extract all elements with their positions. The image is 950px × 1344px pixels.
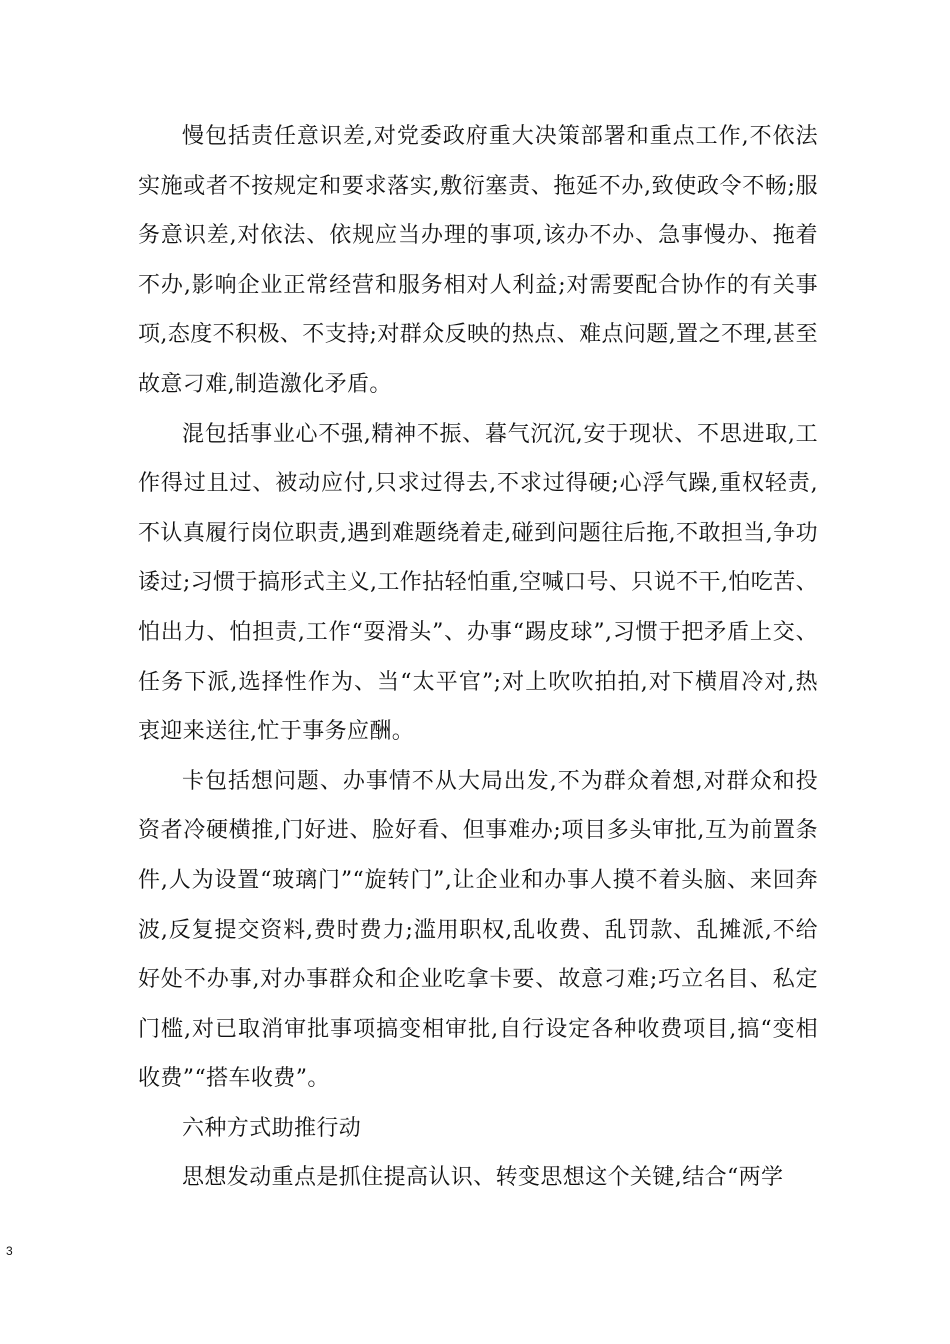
page-number: 3 [6,1244,13,1258]
paragraph-obstruct: 卡包括想问题、办事情不从大局出发,不为群众着想,对群众和投资者冷硬横推,门好进、脸好看、但事难办;项目多头审批,互为前置条件,人为设置“玻璃门”“旋转门”,让企业和办事人摸不着头脑、来回奔波,反复提交资料,费时费力;滥用职权,乱收费、乱罚款、乱摊派,不给好处不办事,对办事群众和企业吃拿卡要、故意刁难;巧立名目、私定门槛,对已取消审批事项搞变相审批,自行设定各种收费项目,搞“变相收费”“搭车收费”。 [138,768,818,1092]
document-body [138,112,818,1203]
section-heading: 六种方式助推行动 [182,1115,362,1141]
paragraph-muddle: 混包括事业心不强,精神不振、暮气沉沉,安于现状、不思进取,工作得过且过、被动应付,只求过得去,不求过得硬;心浮气躁,重权轻责,不认真履行岗位职责,遇到难题绕着走,碰到问题往后拖,不敢担当,争功诿过;习惯于搞形式主义,工作拈轻怕重,空喊口号、只说不干,怕吃苦、怕出力、怕担责,工作“耍滑头”、办事“踢皮球”,习惯于把矛盾上交、任务下派,选择性作为、当“太平官”;对上吹吹拍拍,对下横眉冷对,热衷迎来送往,忙于事务应酬。 [138,421,818,745]
paragraph-mobilization: 思想发动重点是抓住提高认识、转变思想这个关键,结合“两学 [182,1165,784,1191]
paragraph-slow: 慢包括责任意识差,对党委政府重大决策部署和重点工作,不依法实施或者不按规定和要求落实,敷衍塞责、拖延不办,致使政令不畅;服务意识差,对依法、依规应当办理的事项,该办不办、急事慢办、拖着不办,影响企业正常经营和服务相对人利益;对需要配合协作的有关事项,态度不积极、不支持;对群众反映的热点、难点问题,置之不理,甚至故意刁难,制造激化矛盾。 [138,124,818,397]
